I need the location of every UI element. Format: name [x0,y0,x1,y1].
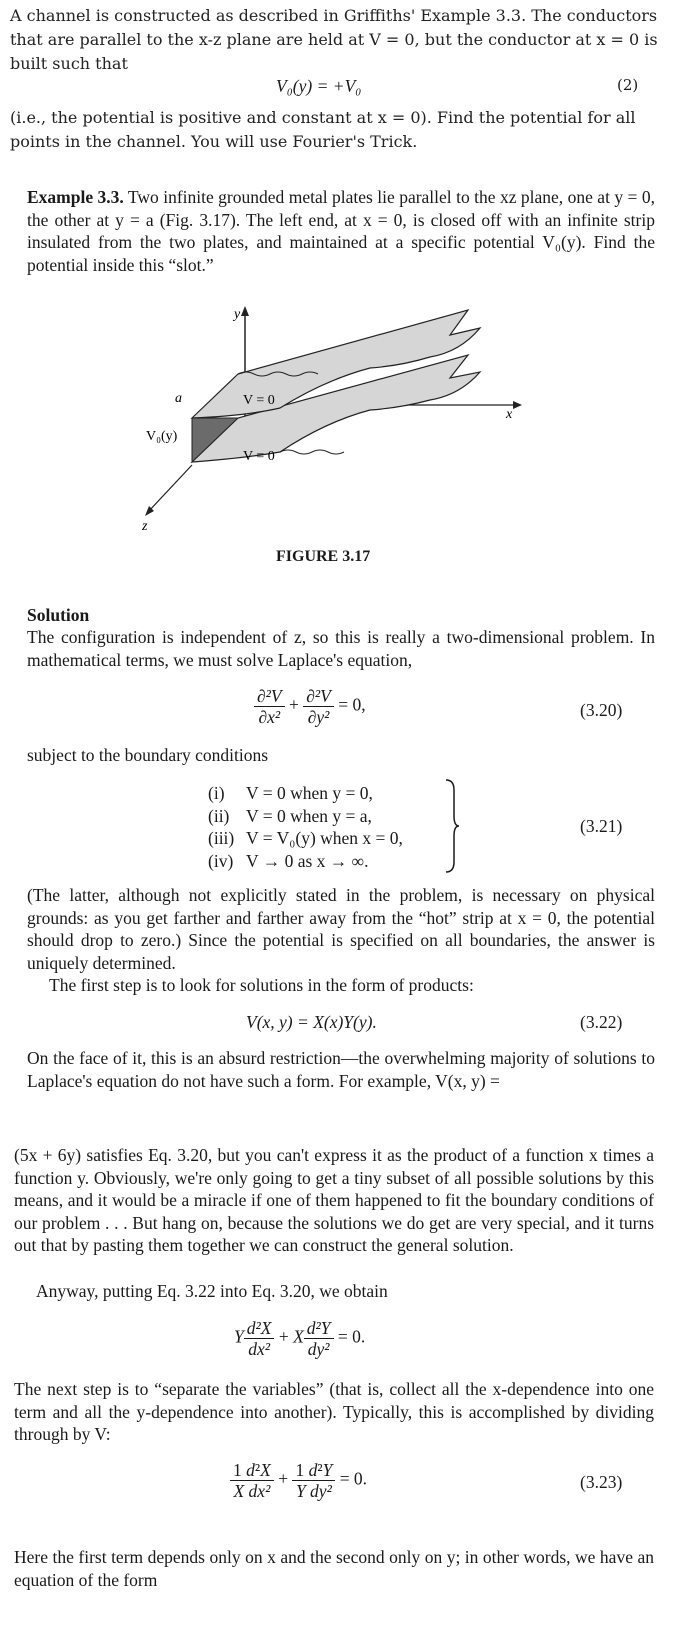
bc-num: (ii) [208,805,230,826]
y-axis-arrow [241,306,249,316]
x-axis-arrow [513,401,522,409]
bc-row [208,827,403,850]
intro-text-1: A channel is constructed as described in Griffiths' Example 3.3. The conductors that are parallel to the x-z plane are held at V = 0, but the conductor at x = 0 is built such that [10,6,658,73]
bc-num: (iv) [208,850,234,871]
label-a: a [175,391,182,406]
eq-3-20-label: (3.20) [580,700,623,720]
label-v0: V₀(y) [146,429,178,444]
intro-paragraph-2 [10,106,660,154]
example-block [27,186,655,276]
solution-p8: Here the first term depends only on x and the second only on y; in other words, we have an equation of the form [14,1547,654,1590]
bc-num: (i) [208,783,225,803]
solution-subject: subject to the boundary conditions [27,745,269,765]
label-z: z [142,519,148,534]
intro-equation: V₀(y) = +V₀ [276,76,362,96]
intro-eq-number: (2) [617,76,639,94]
label-bottom-plate: V = 0 [243,449,275,464]
bottom-wavy-edge [280,450,344,454]
bc-row [208,850,403,873]
solution-p5: (5x + 6y) satisfies Eq. 3.20, but you can't express it as the product of a function x times a function y. Obviously, we're only going to get a tiny subset of all possible solutions by this means, and it would be a miracle if one of them happened to fit the boundary conditions of our problem . . . But hang on, because the solutions we do get are very special, and it turns out that by pasting them together we can construct the general solution. [14,1145,654,1255]
bc-num: (iii) [208,828,235,848]
eq-3-20: $\frac{\text{∂²V}}{\text{∂x²}}$ + $\frac{\text{∂²V}}{\text{∂y²}}$ = 0, [254,686,366,727]
eq-3-22-label: (3.22) [580,1012,623,1032]
z-axis [148,465,192,512]
figure-3-17 [120,300,560,540]
intro-text-2: (i.e., the potential is positive and constant at x = 0). Find the potential for all points in the channel. You will use Fourier's Trick. [10,108,636,151]
boundary-conditions [208,782,403,872]
eq-3-23-label: (3.23) [580,1472,623,1492]
bc-text: V = V₀(y) when x = 0, [246,828,403,848]
bc-text: V = 0 when y = 0, [246,783,373,803]
eq-3-22: V(x, y) = X(x)Y(y). [246,1012,377,1032]
bc-brace [444,778,460,874]
solution-p4: On the face of it, this is an absurd restriction—the overwhelming majority of solutions to Laplace's equation do not have such a form. For example, V(x, y) = [27,1048,655,1091]
bc-row [208,782,403,805]
bc-row [208,805,403,828]
eq-3-23: $\frac{\text{1 d²X}}{\text{X dx²}}$ + $\frac{\text{1 d²Y}}{\text{Y dy²}}$ = 0. [230,1460,367,1501]
solution-p2: (The latter, although not explicitly stated in the problem, is necessary on physical grounds: as you get farther and farther away from the “hot” strip at x = 0, the potential should drop to zero.) Since the potential is specified on all boundaries, the answer is uniquely determined. [27,885,655,973]
example-text: Two infinite grounded metal plates lie parallel to the xz plane, one at y = 0, the other at y = a (Fig. 3.17). The left end, at x = 0, is closed off with an infinite strip insulated from the two plates, and maintained at a specific potential V₀(y). Find the potential inside this “slot.” [27,187,655,275]
bc-text: V → 0 as x → ∞. [246,850,369,871]
solution-p3: The first step is to look for solutions in the form of products: [49,975,474,995]
label-top-plate: V = 0 [243,393,275,408]
bc-text: V = 0 when y = a, [246,805,372,826]
solution-p7: The next step is to “separate the variables” (that is, collect all the x-dependence into one term and all the y-dependence into another). Typically, this is accomplished by dividing through by V: [14,1379,654,1444]
intro-paragraph [10,4,660,76]
example-heading: Example 3.3. [27,187,124,207]
label-y: y [234,307,241,322]
eq-separated: Y $\frac{\text{d²X}}{\text{dx²}}$ + X $\frac{\text{d²Y}}{\text{dy²}}$ = 0. [234,1318,366,1359]
solution-p1: The configuration is independent of z, so this is really a two-dimensional problem. In mathematical terms, we must solve Laplace's equation, [27,627,655,670]
solution-p6: Anyway, putting Eq. 3.22 into Eq. 3.20, we obtain [36,1281,388,1301]
figure-caption: FIGURE 3.17 [276,548,371,565]
label-x: x [506,407,513,422]
eq-3-21-label: (3.21) [580,816,623,836]
solution-heading: Solution [27,605,90,625]
